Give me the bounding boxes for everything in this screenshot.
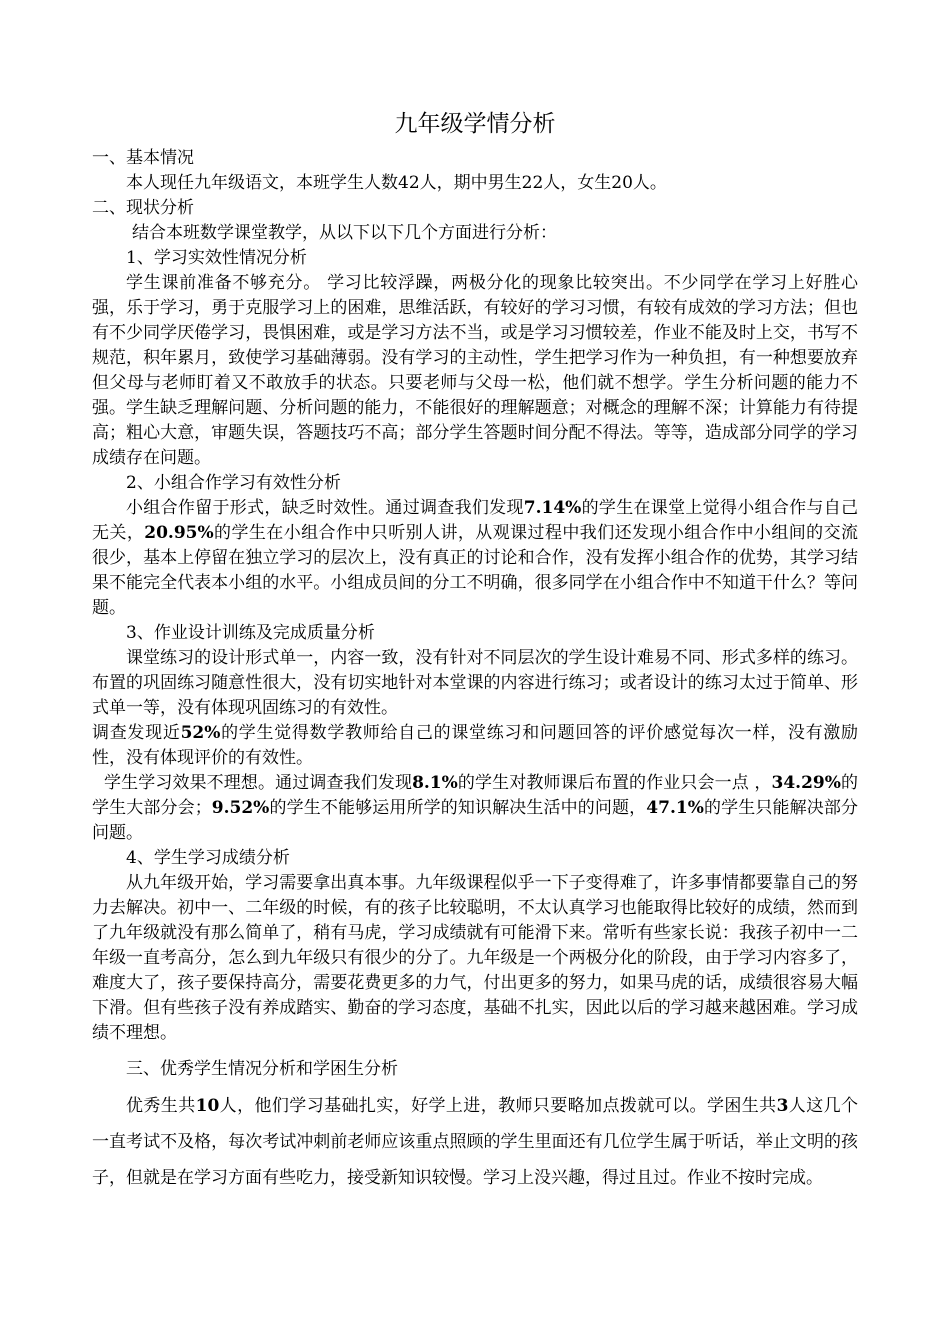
subsection-1-body: 学生课前准备不够充分。 学习比较浮躁，两极分化的现象比较突出。不少同学在学习上好胜心强，乐于学习，勇于克服学习上的困难，思维活跃，有较好的学习习惯，有较有成效的学习方法；但也有不少同学厌倦学习，畏惧困难，或是学习方法不当，或是学习习惯较差，作业不能及时上交，书写不规范，积年累月，致使学习基础薄弱。没有学习的主动性，学生把学习作为一种负担，有一种想要放弃但父母与老师盯着又不敢放手的状态。只要老师与父母一松，他们就不想学。学生分析问题的能力不强。学生缺乏理解问题、分析问题的能力，不能很好的理解题意；对概念的理解不深；计算能力有待提高；粗心大意，审题失误，答题技巧不高；部分学生答题时间分配不得法。等等，造成部分同学的学习成绩存在问题。: [92, 273, 858, 468]
document-title: 九年级学情分析: [394, 111, 556, 137]
text-run: 人这几个一直考试不及格，每次考试冲刺前老师应该重点照顾的学生里面还有几位学生属于听话，举止文明的孩子，但就是在学习方面有些吃力，接受新知识较慢。学习上没兴趣，得过且过。作业不按时完成。: [92, 1096, 859, 1188]
percent-value: 52%: [180, 723, 221, 743]
text-run: 的学生觉得数学教师给自己的课堂练习和问题回答的评价感觉每次一样，没有激励性，没有体现评价的有效性。: [92, 723, 859, 768]
text-run: 学生学习效果不理想。通过调查我们发现: [104, 773, 413, 793]
text-run: 的学生在小组合作中只听别人讲，从观课过程中我们还发现小组合作中小组间的交流很少，基本上停留在独立学习的层次上，没有真正的讨论和合作，没有发挥小组合作的优势，其学习结果不能完全代表本小组的水平。小组成员间的分工不明确，很多同学在小组合作中不知道干什么？等问题。: [92, 523, 859, 618]
section-1-body: 本人现任九年级语文，本班学生人数42人，期中男生22人，女生20人。: [126, 173, 667, 193]
text-run: 的学生对教师课后布置的作业只会一点 ，: [457, 773, 772, 793]
percent-value: 34.29%: [771, 773, 841, 793]
text-run: 人，他们学习基础扎实，好学上进，教师只要略加点拨就可以。学困生共: [219, 1096, 777, 1116]
subsection-2-body: [92, 496, 858, 621]
text-run: 的学生大部分会；: [92, 773, 859, 818]
subsection-2-heading: 2、小组合作学习有效性分析: [126, 473, 341, 493]
text-run: 的学生不能够运用所学的知识解决生活中的问题，: [269, 798, 647, 818]
count-value: 3: [776, 1096, 789, 1116]
count-value: 10: [195, 1096, 220, 1116]
section-3-body: [92, 1088, 858, 1196]
section-2-heading: 二、现状分析: [92, 198, 194, 218]
percent-value: 8.1%: [412, 773, 458, 793]
text-run: 小组合作留于形式，缺乏时效性。通过调查我们发现: [126, 498, 524, 518]
text-run: 调查发现近: [92, 723, 181, 743]
percent-value: 20.95%: [144, 523, 214, 543]
subsection-4-heading: 4、学生学习成绩分析: [126, 848, 290, 868]
percent-value: 9.52%: [211, 798, 270, 818]
subsection-4-body: 从九年级开始，学习需要拿出真本事。九年级课程似乎一下子变得难了，许多事情都要靠自己的努力去解决。初中一、二年级的时候，有的孩子比较聪明，不太认真学习也能取得比较好的成绩，然而到了九年级就没有那么简单了，稍有马虎，学习成绩就有可能滑下来。常听有些家长说：我孩子初中一二年级一直考高分，怎么到九年级只有很少的分了。九年级是一个两极分化的阶段，由于学习内容多了，难度大了，孩子要保持高分，需要花费更多的力气，付出更多的努力，如果马虎的话，成绩很容易大幅下滑。但有些孩子没有养成踏实、勤奋的学习态度，基础不扎实，因此以后的学习越来越困难。学习成绩不理想。: [92, 873, 858, 1043]
subsection-3-para-3: [92, 771, 858, 846]
section-2-intro: 结合本班数学课堂教学，从以下以下几个方面进行分析：: [132, 223, 557, 243]
text-run: 的学生只能解决部分问题。: [92, 798, 859, 843]
section-1-heading: 一、基本情况: [92, 148, 194, 168]
text-run: 的学生在课堂上觉得小组合作与自己无关，: [92, 498, 859, 543]
subsection-3-heading: 3、作业设计训练及完成质量分析: [126, 623, 375, 643]
section-3-heading: 三、优秀学生情况分析和学困生分析: [126, 1059, 398, 1079]
subsection-3-para-2: [92, 721, 858, 771]
percent-value: 47.1%: [646, 798, 704, 818]
percent-value: 7.14%: [523, 498, 582, 518]
subsection-3-para-1: 课堂练习的设计形式单一，内容一致，没有针对不同层次的学生设计难易不同、形式多样的练习。布置的巩固练习随意性很大，没有切实地针对本堂课的内容进行练习；或者设计的练习太过于简单、形式单一等，没有体现巩固练习的有效性。: [92, 648, 858, 718]
subsection-1-heading: 1、学习实效性情况分析: [126, 248, 307, 268]
text-run: 优秀生共: [126, 1096, 196, 1116]
